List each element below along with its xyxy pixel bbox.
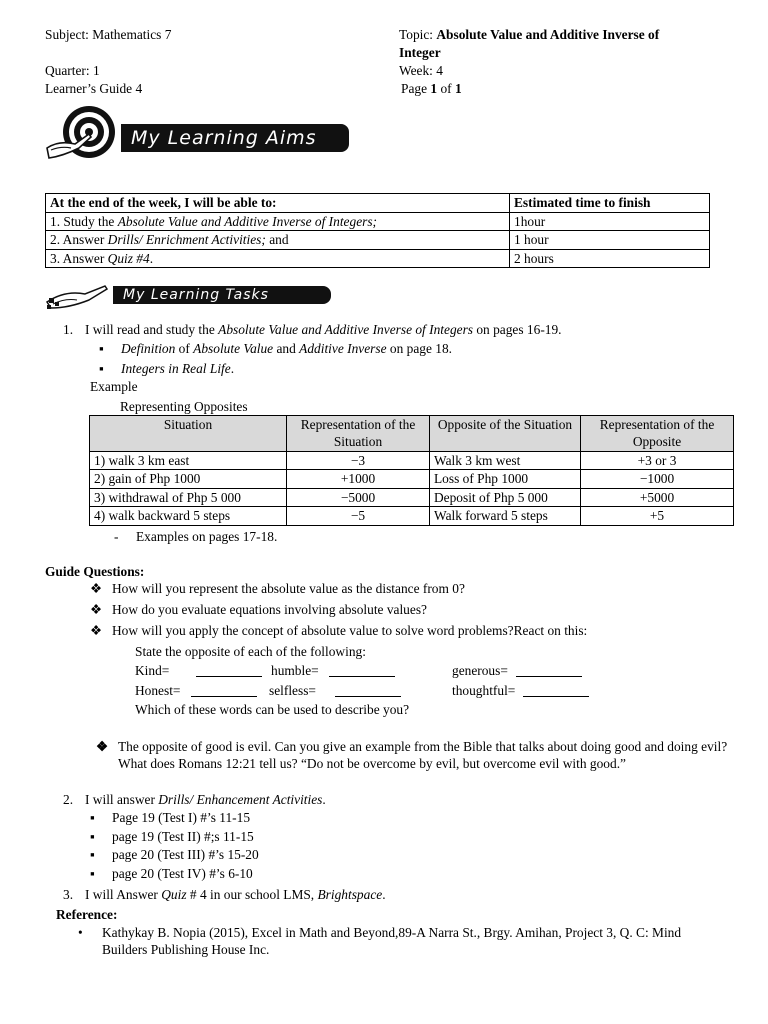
learning-tasks-label: My Learning Tasks bbox=[113, 286, 331, 304]
task-2-text: I will answer Drills/ Enhancement Activities. bbox=[85, 792, 326, 807]
generous-blank[interactable] bbox=[516, 676, 582, 677]
diamond-bullet-icon: ❖ bbox=[90, 581, 103, 596]
aims-time-cell: 1hour bbox=[510, 213, 710, 231]
selfless-label: selfless= bbox=[269, 683, 316, 698]
column-header: Situation bbox=[90, 416, 287, 452]
diamond-bullet-icon: ❖ bbox=[90, 623, 103, 638]
aims-goal-cell: 3. Answer Quiz #4. bbox=[46, 249, 510, 267]
task-2-item: page 20 (Test IV) #’s 6-10 bbox=[112, 865, 253, 881]
list-item bbox=[90, 865, 743, 882]
table-row bbox=[46, 249, 710, 267]
representing-opposites-title: Representing Opposites bbox=[120, 398, 248, 414]
list-item bbox=[99, 340, 743, 357]
guide-question-4: The opposite of good is evil. Can you give an example from the Bible that talks about doing good and doing evil? What does Romans 12:21 tell us? “Do not be overcome by evil, but overcome evil with good.” bbox=[118, 739, 728, 772]
task-1 bbox=[63, 321, 743, 415]
task-2-number: 2. bbox=[63, 792, 74, 807]
examples-note bbox=[114, 528, 277, 545]
situation-cell: 1) walk 3 km east bbox=[90, 451, 287, 469]
guide-questions-title: Guide Questions: bbox=[45, 564, 145, 579]
list-item bbox=[90, 622, 740, 643]
diamond-bullet-icon: ❖ bbox=[90, 602, 103, 617]
reference-title: Reference: bbox=[56, 907, 118, 922]
square-bullet-icon: ▪ bbox=[90, 828, 95, 844]
task-3 bbox=[63, 886, 386, 903]
aims-col-goal: At the end of the week, I will be able to: bbox=[46, 194, 510, 213]
opposite-cell: Loss of Php 1000 bbox=[430, 470, 581, 488]
column-header: Representation of the Situation bbox=[287, 416, 430, 452]
task-1-line bbox=[63, 321, 743, 338]
guide-line: Learner’s Guide 4 bbox=[45, 81, 143, 96]
guide-questions bbox=[90, 580, 740, 643]
task-1-bullet-1: Definition of Absolute Value and Additive Inverse on page 18. bbox=[121, 341, 452, 357]
opposite-cell: Walk forward 5 steps bbox=[430, 507, 581, 525]
aims-time-cell: 1 hour bbox=[510, 231, 710, 249]
generous-label: generous= bbox=[452, 663, 508, 678]
selfless-blank[interactable] bbox=[335, 696, 401, 697]
diamond-bullet-icon: ❖ bbox=[96, 739, 109, 754]
dash-bullet-icon: - bbox=[114, 529, 119, 544]
square-bullet-icon: ▪ bbox=[99, 360, 104, 376]
describe-you-question: Which of these words can be used to describe you? bbox=[135, 702, 410, 717]
opposite-representation-cell: −1000 bbox=[581, 470, 734, 488]
thoughtful-blank[interactable] bbox=[523, 696, 589, 697]
guide-question-3: How will you apply the concept of absolute value to solve word problems?React on this: bbox=[112, 623, 588, 638]
kind-blank[interactable] bbox=[196, 676, 262, 677]
round-bullet-icon: • bbox=[78, 925, 83, 940]
task-3-text: I will Answer Quiz # 4 in our school LMS, Brightspace. bbox=[85, 887, 386, 902]
table-row bbox=[90, 451, 734, 469]
reference-text: Kathykay B. Nopia (2015), Excel in Math and Beyond,89-A Narra St., Brgy. Amihan, Project 3, Q. C: Mind Builders Publishing House Inc. bbox=[102, 925, 682, 958]
square-bullet-icon: ▪ bbox=[90, 810, 95, 826]
table-row bbox=[90, 488, 734, 506]
kind-label: Kind= bbox=[135, 663, 170, 678]
opposite-cell: Walk 3 km west bbox=[430, 451, 581, 469]
week-line: Week: 4 bbox=[399, 63, 443, 78]
example-label: Example bbox=[90, 379, 138, 395]
list-item bbox=[96, 738, 746, 773]
opposite-representation-cell: +5000 bbox=[581, 488, 734, 506]
aims-col-time: Estimated time to finish bbox=[510, 194, 710, 213]
list-item bbox=[90, 828, 743, 845]
list-item bbox=[90, 601, 740, 622]
aims-header-row bbox=[46, 194, 710, 213]
guide-question-2: How do you evaluate equations involving absolute values? bbox=[112, 602, 427, 617]
page-line: Page 1 of 1 bbox=[401, 81, 462, 96]
list-item bbox=[90, 809, 743, 826]
representation-cell: −3 bbox=[287, 451, 430, 469]
situation-cell: 2) gain of Php 1000 bbox=[90, 470, 287, 488]
table-row bbox=[90, 470, 734, 488]
state-opposite-instruction: State the opposite of each of the following: bbox=[135, 644, 366, 659]
topic-line-2: Integer bbox=[399, 45, 441, 60]
situation-cell: 4) walk backward 5 steps bbox=[90, 507, 287, 525]
square-bullet-icon: ▪ bbox=[90, 847, 95, 863]
task-1-bullet-2: Integers in Real Life. bbox=[121, 360, 235, 376]
aims-table bbox=[45, 193, 710, 268]
task-2-line bbox=[63, 791, 743, 808]
humble-blank[interactable] bbox=[329, 676, 395, 677]
task-2 bbox=[63, 791, 743, 882]
opposites-table bbox=[89, 415, 734, 526]
column-header: Opposite of the Situation bbox=[430, 416, 581, 452]
opposite-representation-cell: +3 or 3 bbox=[581, 451, 734, 469]
table-row bbox=[46, 213, 710, 231]
task-1-text: I will read and study the Absolute Value and Additive Inverse of Integers on pages 16-19. bbox=[85, 322, 562, 337]
honest-label: Honest= bbox=[135, 683, 181, 698]
opposite-cell: Deposit of Php 5 000 bbox=[430, 488, 581, 506]
task-2-item: page 19 (Test II) #;s 11-15 bbox=[112, 828, 254, 844]
square-bullet-icon: ▪ bbox=[90, 865, 95, 881]
writing-hand-icon bbox=[45, 280, 111, 310]
aims-goal-cell: 1. Study the Absolute Value and Additive Inverse of Integers; bbox=[46, 213, 510, 231]
table-row bbox=[90, 507, 734, 525]
learning-aims-banner bbox=[45, 104, 349, 166]
column-header: Representation of the Opposite bbox=[581, 416, 734, 452]
representation-cell: −5 bbox=[287, 507, 430, 525]
aims-goal-cell: 2. Answer Drills/ Enrichment Activities; and bbox=[46, 231, 510, 249]
representation-cell: −5000 bbox=[287, 488, 430, 506]
opposites-header-row bbox=[90, 416, 734, 452]
task-3-number: 3. bbox=[63, 887, 74, 902]
task-2-item: page 20 (Test III) #’s 15-20 bbox=[112, 847, 259, 863]
task-1-number: 1. bbox=[63, 322, 74, 337]
list-item bbox=[90, 846, 743, 863]
opposite-representation-cell: +5 bbox=[581, 507, 734, 525]
list-item bbox=[78, 924, 728, 959]
aims-time-cell: 2 hours bbox=[510, 249, 710, 267]
list-item bbox=[90, 580, 740, 601]
list-item bbox=[99, 360, 743, 377]
thoughtful-label: thoughtful= bbox=[452, 683, 516, 698]
examples-note-text: Examples on pages 17-18. bbox=[136, 529, 278, 544]
humble-label: humble= bbox=[271, 663, 319, 678]
learning-tasks-banner bbox=[45, 280, 331, 310]
task-2-item: Page 19 (Test I) #’s 11-15 bbox=[112, 810, 251, 826]
square-bullet-icon: ▪ bbox=[99, 341, 104, 357]
subject-line: Subject: Mathematics 7 bbox=[45, 27, 172, 42]
guide-question-1: How will you represent the absolute value as the distance from 0? bbox=[112, 581, 465, 596]
representation-cell: +1000 bbox=[287, 470, 430, 488]
learning-aims-label: My Learning Aims bbox=[121, 124, 349, 152]
honest-blank[interactable] bbox=[191, 696, 257, 697]
quarter-line: Quarter: 1 bbox=[45, 63, 100, 78]
topic-line: Topic: Absolute Value and Additive Inverse of bbox=[399, 27, 660, 42]
target-icon bbox=[45, 104, 121, 166]
table-row bbox=[46, 231, 710, 249]
situation-cell: 3) withdrawal of Php 5 000 bbox=[90, 488, 287, 506]
